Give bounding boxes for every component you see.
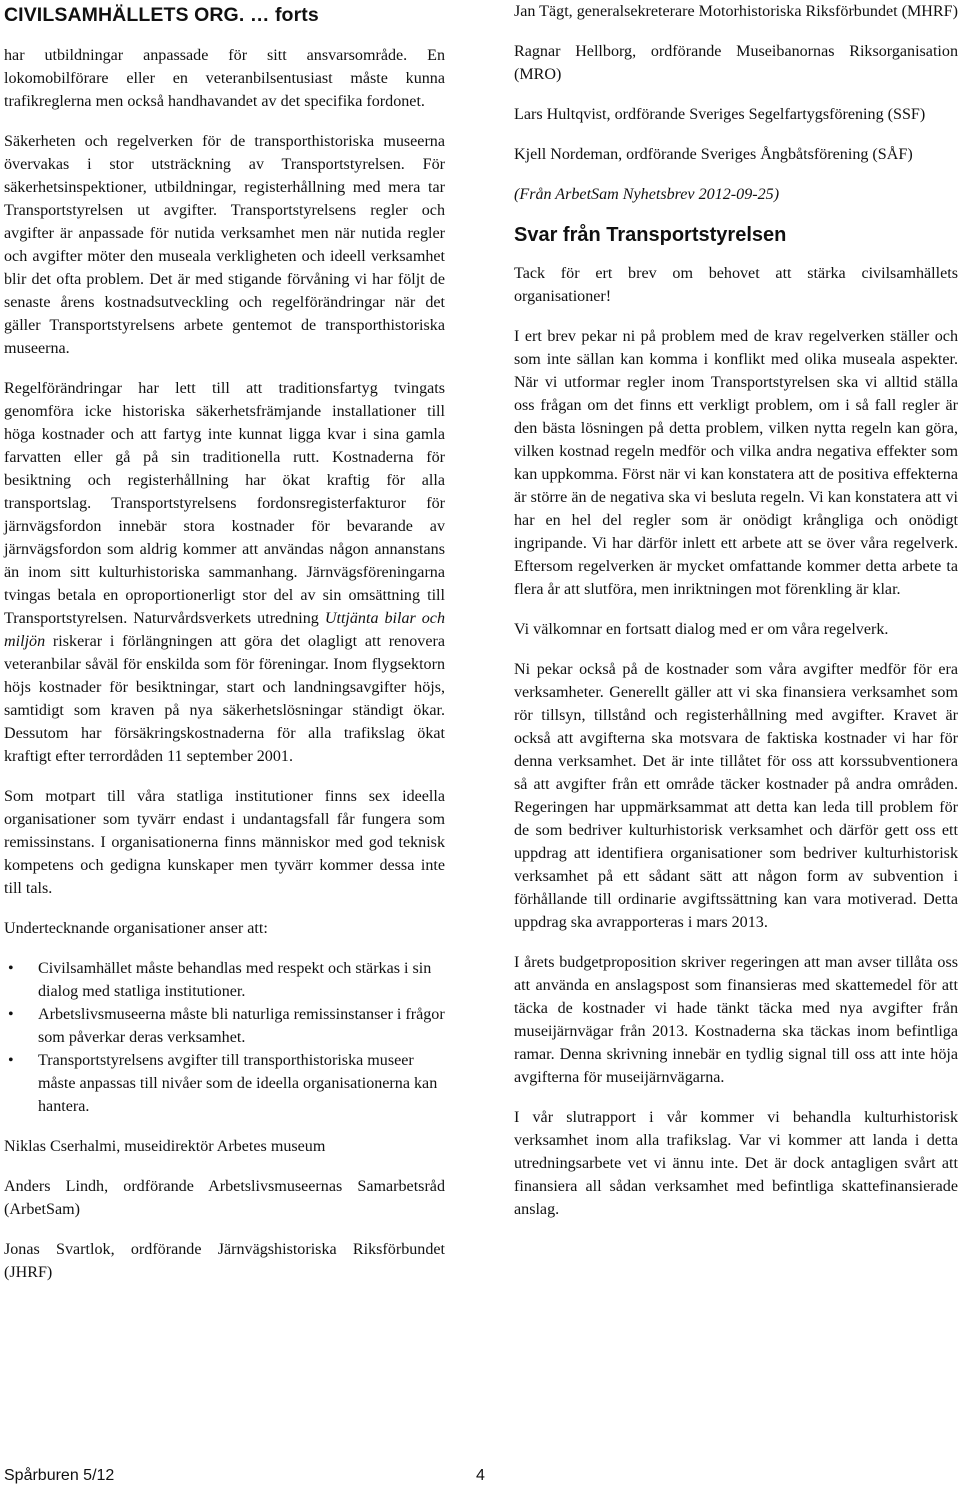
signatory: Kjell Nordeman, ordförande Sveriges Ångbåtsförening (SÅF) [514,146,913,163]
body-paragraph: Som motpart till våra statliga institutioner finns sex ideella organisationer som tyvärr endast i undantagsfall får fungera som remissinstans. I organisationerna finns människor med god teknisk kompetens och gedigna kunskaper men tyvärr kommer dessa inte till tals. [4,788,445,897]
signatory: Lars Hultqvist, ordförande Sveriges Segelfartygsförening (SSF) [514,106,926,123]
signatory: Jan Tägt, generalsekreterare Motorhistoriska Riksförbundet (MHRF) [514,3,958,20]
signatory: Jonas Svartlok, ordförande Järnvägshistoriska Riksförbundet (JHRF) [4,1241,445,1281]
signatory-list [4,1135,445,1284]
signatory: Niklas Cserhalmi, museidirektör Arbetes museum [4,1138,326,1155]
left-column [4,0,445,1301]
body-paragraph [4,377,445,768]
reply-heading: Svar från Transportstyrelsen [514,224,787,246]
report-title: Uttjänta bilar och miljön [4,610,445,650]
signatory: Ragnar Hellborg, ordförande Museibanornas Riksorganisation (MRO) [514,43,958,83]
page-number: 4 [476,1467,485,1484]
bullet-icon: • [8,1052,14,1069]
body-paragraph: Tack för ert brev om behovet att stärka civilsamhällets organisationer! [514,265,958,305]
body-paragraph: har utbildningar anpassade för sitt ansvarsområde. En lokomobilförare eller en veteranbilsentusiast måste kunna trafikreglerna men också handhavandet av det specifika fordonet. [4,47,445,110]
bullet-icon: • [8,960,14,977]
publication-issue: Spårburen 5/12 [4,1467,115,1484]
text-run: riskerar i förlängningen att göra det olagligt att renovera veteranbilar såväl för enskilda som för föreningar. Inom flygsektorn höjs kostnader för besiktningar, start och landningsavgifter höjs, samtidigt som kraven på nya säkerhetslösningar ständigt ökar. Dessutom har försäkringskostnaderna för alla trafikslag ökat kraftigt efter terrordåden 11 september 2001. [4,633,445,765]
source-note: (Från ArbetSam Nyhetsbrev 2012-09-25) [514,186,780,203]
text-run: Regelförändringar har lett till att traditionsfartyg tvingats genomföra icke historiska säkerhetsfrämjande installationer till höga kostnader och att fartyg inte kunnat ligga kvar i sina gamla farvatten eller gå på sin traditionella rutt. Kostnaderna för besiktning och registerhållning har ökat kraftig för alla transportslag. Transportstyrelsens fordonsregisterfakturor för järnvägsfordon innebär stora kostnader för bevarande av järnvägsfordon som aldrig kommer att användas någon annanstans än inom sitt kulturhistoriska sammanhang. Järnvägsföreningarna tvingas betala en oproportionerligt stor del av sin omsättning till Transportstyrelsen. Naturvårdsverkets utredning [4,380,445,627]
signatory-list [514,0,958,166]
body-paragraph: Vi välkomnar en fortsatt dialog med er om våra regelverk. [514,621,889,638]
signatory: Anders Lindh, ordförande Arbetslivsmuseernas Samarbetsråd (ArbetSam) [4,1178,445,1218]
bullet-icon: • [8,1006,14,1023]
list-item [4,1003,445,1049]
list-item-text: Civilsamhället måste behandlas med respekt och stärkas i sin dialog med statliga institutioner. [38,960,432,1000]
list-item-text: Transportstyrelsens avgifter till transporthistoriska museer måste anpassas till nivåer som de ideella organisationerna kan hantera. [38,1052,438,1115]
body-paragraph: I ert brev pekar ni på problem med de krav regelverken ställer och som inte sällan kan komma i konflikt med olika museala aspekter. När vi utformar regler inom Transportstyrelsen ska vi alltid ställa oss frågan om det finns ett verkligt problem, om i så fall regler är den bästa lösningen på detta problem, vilken nytta regeln kan göra, vilken kostnad regeln medför och vilka andra negativa effekter som kan uppkomma. Först när vi kan konstatera att de positiva effekterna är större än de negativa ska vi besluta regeln. Vi kan konstatera att vi har en hel del regler som är onödigt krångliga och onödigt ingripande. Vi har därför inlett ett arbete att se över våra regelverk. Eftersom regelverken är mycket omfattande kommer detta arbete ta flera år att slutföra, men inriktningen mot förenkling är klar. [514,328,958,598]
list-item [4,957,445,1003]
body-paragraph: I årets budgetproposition skriver regeringen att man avser tillåta oss att använda en anslagspost som finansieras med skattemedel för att täcka de kostnader vi hade tänkt täcka med nya avgifter från museijärnvägar från 2013. Kostnaderna ska täckas inom befintliga ramar. Denna skrivning innebär en tydlig signal till oss att inte höja avgifterna för museijärnvägarna. [514,954,958,1086]
body-paragraph: I vår slutrapport i vår kommer vi behandla kulturhistorisk verksamhet inom alla trafikslag. Var vi kommer att landa i detta utredningsarbete vet vi ännu inte. Det är dock antagligen svårt att finansiera all sådan verksamhet med befintliga skattefinansierade anslag. [514,1109,958,1218]
position-list [4,957,445,1118]
page-footer [4,1466,490,1486]
list-intro: Undertecknande organisationer anser att: [4,920,268,937]
list-item-text: Arbetslivsmuseerna måste bli naturliga remissinstanser i frågor som påverkar deras verksamhet. [38,1006,445,1046]
body-paragraph: Säkerheten och regelverken för de transporthistoriska museerna övervakas i stor utsträckning av Transportstyrelsen. För säkerhetsinspektioner, utbildningar, registerhållning med mera tar Transportstyrelsen ut avgifter. Transportstyrelsens regler och avgifter är anpassade för nutida verksamhet men när nutida regler och avgifter möter den museala verkligheten och ideell verksamhet blir det ofta problem. Det är med stigande förvåning vi har följt de senaste årens kostnadsutveckling och regelförändringar när det gäller Transportstyrelsens arbete gentemot de transporthistoriska museerna. [4,133,445,357]
body-paragraph: Ni pekar också på de kostnader som våra avgifter medför för era verksamheter. Generellt gäller att vi ska finansiera verksamhet som rör tillsyn, tillstånd och registerhållning med avgifter. Kravet är också att avgifterna ska motsvara de faktiska kostnader vi har för denna verksamhet. Det är inte tillåtet för oss att korssubventionera så att avgifter från ett område täcker kostnader på andra områden. Regeringen har uppmärksammat att detta kan leda till problem för de som bedriver kulturhistorisk verksamhet och därför gett oss ett uppdrag att identifiera organisationer som bedriver kulturhistorisk verksamhet på ett sådant sätt att någon form av subvention i förhållande till ordinarie avgiftssättning kan vara motiverad. Detta uppdrag ska avrapporteras i mars 2013. [514,661,958,931]
section-heading: CIVILSAMHÄLLETS ORG. … forts [4,4,319,26]
list-item [4,1049,445,1118]
right-column [514,0,958,1238]
